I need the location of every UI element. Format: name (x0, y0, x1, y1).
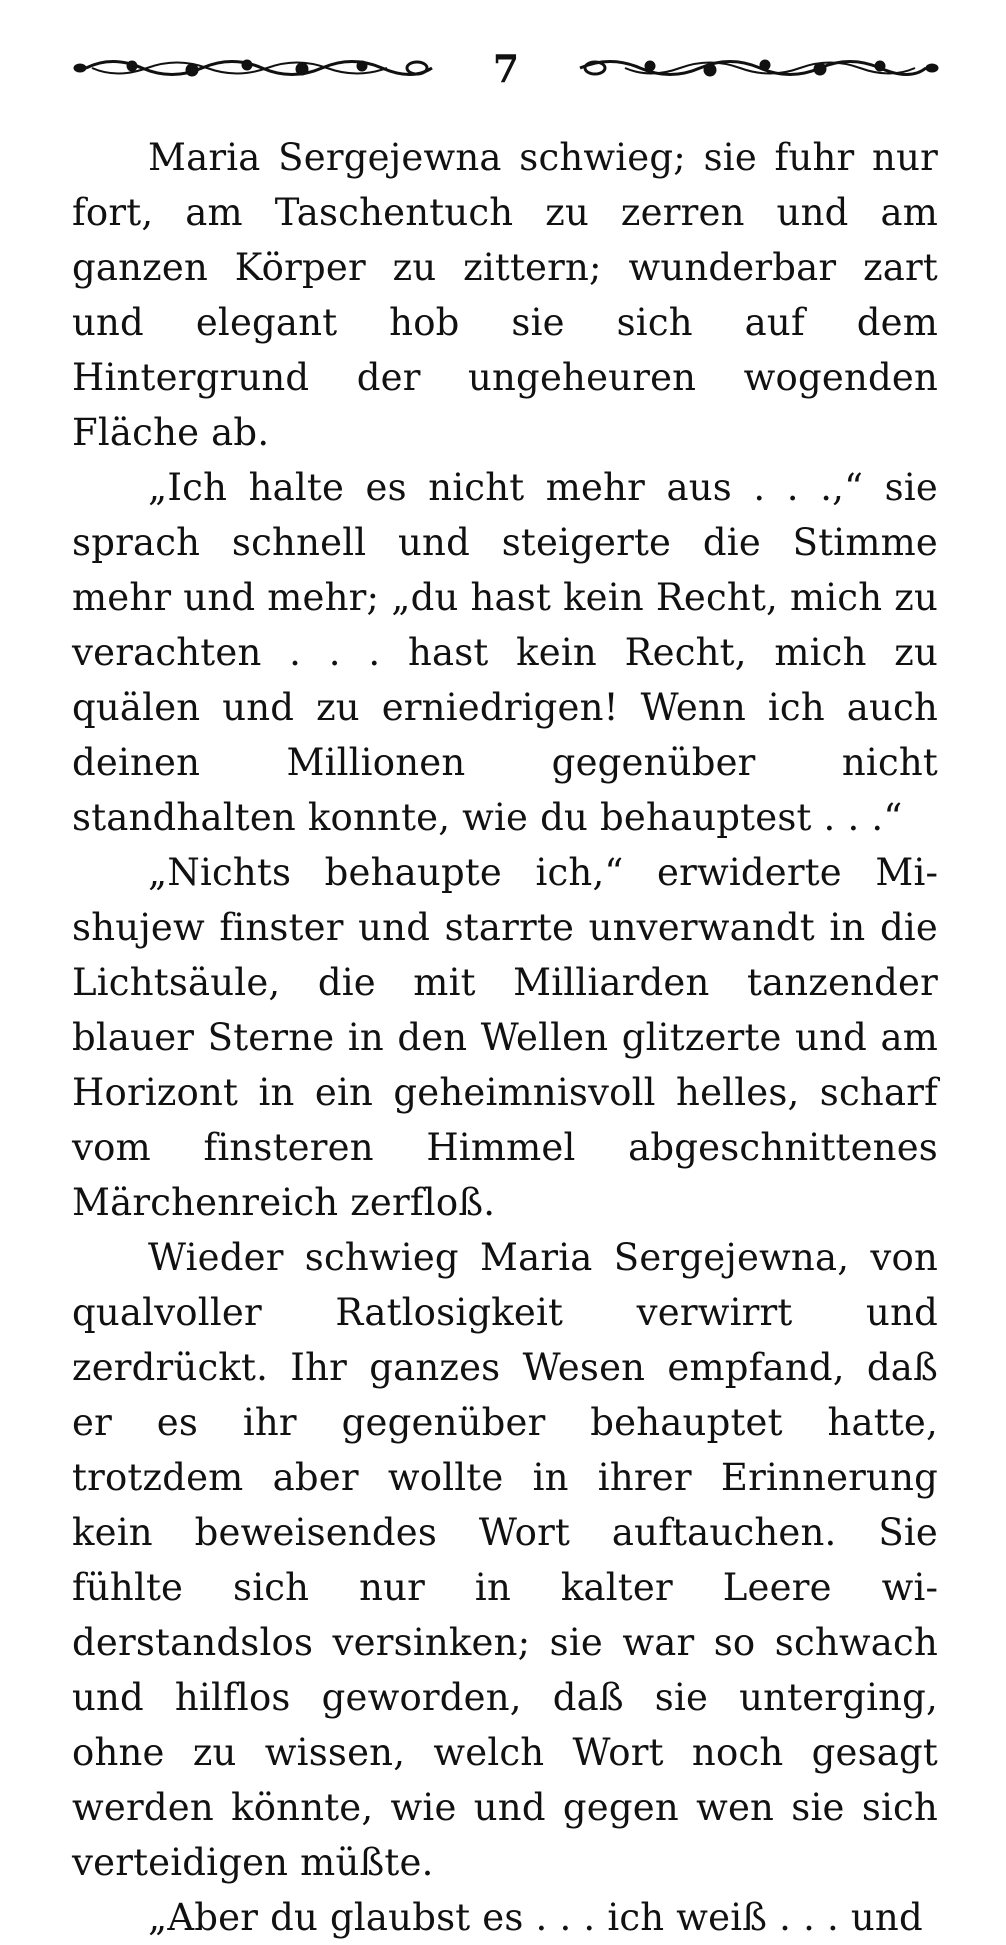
body-text (72, 130, 938, 1945)
right-ornament-icon (570, 53, 940, 83)
paragraph-5: „Aber du glaubst es . . . ich weiß . . . und (148, 1896, 923, 1939)
paragraph-3: „Nichts behaupte ich,“ erwiderte Mishujew finster und starrte unverwandt in die Lichtsäule, die mit Milliarden tanzender blauer Sterne in den Wellen glitzerte und am Horizont in ein geheimnisvoll helles, scharf vom finsteren Himmel abgeschnittenes Märchenreich zerfloß. (72, 851, 938, 1224)
paragraph-4: Wieder schwieg Maria Sergejewna, von qualvoller Ratlosigkeit verwirrt und zerdrückt. Ihr ganzes Wesen empfand, daß er es ihr gegenüber behauptet hatte, trotzdem aber wollte in ihrer Erinnerung kein beweisendes Wort auftauchen. Sie fühlte sich nur in kalter Leere widerstandslos versinken; sie war so schwach und hilflos geworden, daß sie unterging, ohne zu wissen, welch Wort noch gesagt werden könnte, wie und gegen wen sie sich verteidigen müßte. (72, 1236, 938, 1884)
page-header (72, 38, 940, 98)
page-number: 7 (492, 45, 520, 91)
left-ornament-icon (72, 53, 442, 83)
paragraph-1: Maria Sergejewna schwieg; sie fuhr nur fort, am Taschentuch zu zerren und am ganzen Körper zu zittern; wunderbar zart und elegant hob sie sich auf dem Hintergrund der ungeheuren wogenden Fläche ab. (72, 136, 938, 454)
paragraph-2: „Ich halte es nicht mehr aus . . .,“ sie sprach schnell und steigerte die Stimme mehr und mehr; „du hast kein Recht, mich zu verachten . . . hast kein Recht, mich zu quälen und zu erniedrigen! Wenn ich auch deinen Millionen gegenüber nicht standhalten konnte, wie du behauptest . . .“ (72, 466, 938, 839)
